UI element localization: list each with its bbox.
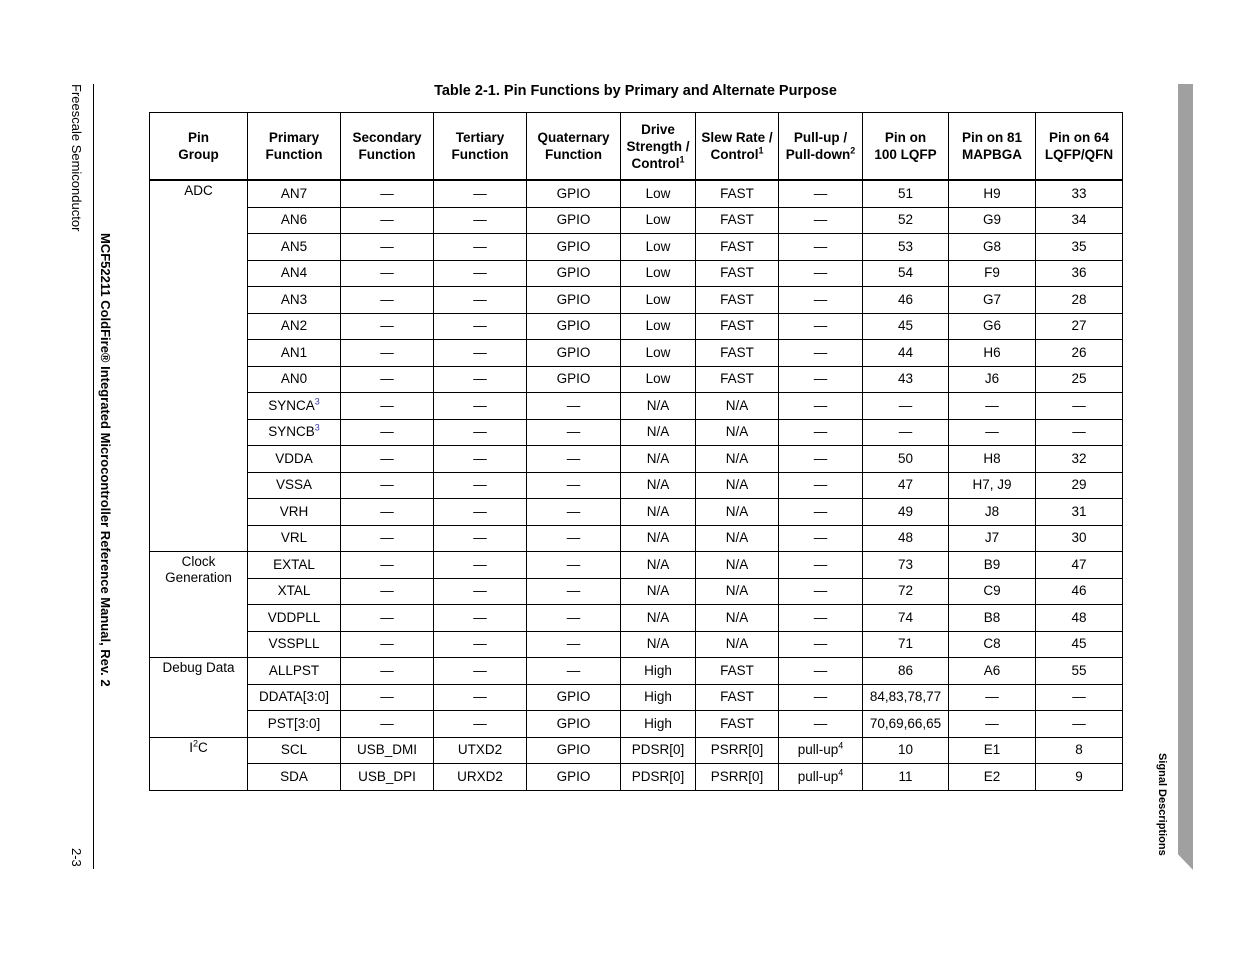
cell-pin-81-mapbga: G7 [949,287,1036,314]
cell-tertiary: — [434,658,527,685]
cell-primary-function: SYNCB$^3$ [248,419,341,446]
cell-pin-100-lqfp: — [863,393,949,420]
table-row [150,525,1123,552]
cell-pin-100-lqfp: 44 [863,340,949,367]
table-row [150,499,1123,526]
cell-slew-rate: N/A [696,605,779,632]
cell-pull-up-down: — [779,419,863,446]
cell-tertiary: — [434,578,527,605]
cell-pin-100-lqfp: 51 [863,180,949,207]
cell-quaternary: GPIO [527,260,621,287]
cell-pull-up-down: pull-$up^4$ [779,737,863,764]
cell-pin-64-lqfp-qfn: 33 [1036,180,1123,207]
table-row [150,260,1123,287]
cell-quaternary: — [527,631,621,658]
cell-pin-81-mapbga: C9 [949,578,1036,605]
cell-primary-function: AN3 [248,287,341,314]
cell-pin-100-lqfp: 49 [863,499,949,526]
table-row [150,684,1123,711]
cell-drive-strength: Low [621,260,696,287]
cell-drive-strength: High [621,684,696,711]
cell-tertiary: — [434,366,527,393]
cell-tertiary: — [434,711,527,738]
cell-secondary: — [341,393,434,420]
cell-secondary: — [341,472,434,499]
cell-quaternary: — [527,419,621,446]
cell-primary-function: VDDA [248,446,341,473]
cell-slew-rate: FAST [696,684,779,711]
cell-pin-64-lqfp-qfn: 35 [1036,234,1123,261]
cell-pull-up-down: — [779,366,863,393]
footnote-ref: 1 [679,154,685,164]
cell-primary-function: DDATA[3:0] [248,684,341,711]
header-pin-group: Pin Group [150,113,248,181]
cell-drive-strength: Low [621,180,696,207]
table-row [150,711,1123,738]
cell-primary-function: AN4 [248,260,341,287]
cell-slew-rate: N/A [696,578,779,605]
cell-secondary: — [341,287,434,314]
cell-slew-rate: N/A [696,472,779,499]
table-row [150,605,1123,632]
cell-slew-rate: FAST [696,234,779,261]
cell-tertiary: — [434,340,527,367]
cell-primary-function: ALLPST [248,658,341,685]
cell-drive-strength: Low [621,287,696,314]
cell-slew-rate: FAST [696,340,779,367]
cell-quaternary: — [527,393,621,420]
cell-pull-up-down: pull-$up^4$ [779,764,863,791]
cell-primary-function: VRH [248,499,341,526]
cell-secondary: — [341,419,434,446]
cell-slew-rate: FAST [696,260,779,287]
cell-tertiary: — [434,605,527,632]
cell-pin-64-lqfp-qfn: 29 [1036,472,1123,499]
cell-pin-64-lqfp-qfn: 45 [1036,631,1123,658]
cell-secondary: — [341,446,434,473]
cell-quaternary: — [527,605,621,632]
cell-pin-100-lqfp: 71 [863,631,949,658]
cell-primary-function: AN5 [248,234,341,261]
cell-pin-81-mapbga: B9 [949,552,1036,579]
table-title: Table 2-1. Pin Functions by Primary and Alternate Purpose [434,83,837,99]
cell-drive-strength: High [621,711,696,738]
cell-secondary: — [341,658,434,685]
cell-secondary: — [341,499,434,526]
table-row [150,340,1123,367]
table-row [150,393,1123,420]
cell-quaternary: — [527,499,621,526]
cell-pin-81-mapbga: — [949,393,1036,420]
cell-secondary: — [341,684,434,711]
cell-pin-100-lqfp: 47 [863,472,949,499]
table-row [150,419,1123,446]
cell-secondary: — [341,525,434,552]
cell-pin-81-mapbga: J6 [949,366,1036,393]
cell-pull-up-down: — [779,605,863,632]
cell-tertiary: — [434,313,527,340]
cell-quaternary: GPIO [527,207,621,234]
cell-tertiary: — [434,552,527,579]
section-label: Signal Descriptions [1156,753,1168,856]
table-body [150,180,1123,790]
cell-secondary: — [341,340,434,367]
table-row [150,366,1123,393]
cell-drive-strength: PDSR[0] [621,737,696,764]
section-tab [1178,84,1193,870]
footnote-ref: 4 [838,767,844,778]
header-pin-64-lqfp-qfn: Pin on 64 LQFP/QFN [1036,113,1123,181]
cell-pin-81-mapbga: J7 [949,525,1036,552]
table-row [150,552,1123,579]
table-row [150,313,1123,340]
cell-drive-strength: Low [621,234,696,261]
cell-pin-64-lqfp-qfn: — [1036,684,1123,711]
cell-pin-81-mapbga: F9 [949,260,1036,287]
cell-quaternary: GPIO [527,684,621,711]
table-row [150,287,1123,314]
cell-pin-81-mapbga: — [949,684,1036,711]
cell-pin-group: Debug Data [150,658,248,738]
cell-pull-up-down: — [779,658,863,685]
header-pull-up-down: Pull-up / Pull-down$^2$ [779,113,863,181]
cell-slew-rate: FAST [696,180,779,207]
cell-pin-64-lqfp-qfn: 26 [1036,340,1123,367]
cell-pin-81-mapbga: J8 [949,499,1036,526]
header-slew-rate: Slew Rate / Control$^1$ [696,113,779,181]
cell-primary-function: EXTAL [248,552,341,579]
cell-tertiary: — [434,472,527,499]
cell-drive-strength: N/A [621,578,696,605]
cell-pin-100-lqfp: 74 [863,605,949,632]
cell-pull-up-down: — [779,552,863,579]
cell-pin-64-lqfp-qfn: 25 [1036,366,1123,393]
cell-secondary: — [341,260,434,287]
cell-drive-strength: N/A [621,605,696,632]
cell-pin-100-lqfp: 54 [863,260,949,287]
cell-pin-81-mapbga: E1 [949,737,1036,764]
cell-slew-rate: N/A [696,631,779,658]
header-quaternary-function: Quaternary Function [527,113,621,181]
cell-secondary: USB_DMI [341,737,434,764]
cell-pull-up-down: — [779,446,863,473]
cell-tertiary: UTXD2 [434,737,527,764]
cell-pin-64-lqfp-qfn: 55 [1036,658,1123,685]
footnote-ref: 1 [758,145,764,156]
cell-secondary: — [341,207,434,234]
cell-quaternary: — [527,578,621,605]
cell-quaternary: GPIO [527,340,621,367]
cell-quaternary: GPIO [527,287,621,314]
cell-quaternary: GPIO [527,180,621,207]
cell-pin-64-lqfp-qfn: — [1036,393,1123,420]
cell-primary-function: AN2 [248,313,341,340]
footnote-ref[interactable]: 3 [314,422,320,433]
cell-slew-rate: FAST [696,366,779,393]
cell-quaternary: GPIO [527,313,621,340]
table-row [150,234,1123,261]
cell-drive-strength: N/A [621,472,696,499]
cell-tertiary: — [434,525,527,552]
cell-pin-64-lqfp-qfn: 8 [1036,737,1123,764]
cell-pin-100-lqfp: 73 [863,552,949,579]
cell-pin-64-lqfp-qfn: — [1036,419,1123,446]
cell-pin-100-lqfp: 11 [863,764,949,791]
table-header-row [150,113,1123,181]
cell-pull-up-down: — [779,711,863,738]
cell-primary-function: XTAL [248,578,341,605]
cell-drive-strength: Low [621,207,696,234]
cell-quaternary: — [527,552,621,579]
cell-pull-up-down: — [779,472,863,499]
cell-quaternary: GPIO [527,764,621,791]
footnote-ref: 4 [838,740,844,751]
cell-drive-strength: N/A [621,446,696,473]
cell-pin-64-lqfp-qfn: 30 [1036,525,1123,552]
cell-pin-64-lqfp-qfn: 34 [1036,207,1123,234]
cell-tertiary: — [434,419,527,446]
cell-tertiary: — [434,180,527,207]
cell-pull-up-down: — [779,684,863,711]
cell-quaternary: GPIO [527,737,621,764]
page-number: 2-3 [69,848,84,867]
cell-drive-strength: Low [621,313,696,340]
cell-pin-81-mapbga: H7, J9 [949,472,1036,499]
cell-secondary: — [341,234,434,261]
cell-pin-64-lqfp-qfn: 9 [1036,764,1123,791]
cell-pin-81-mapbga: H8 [949,446,1036,473]
cell-secondary: — [341,366,434,393]
cell-pull-up-down: — [779,234,863,261]
cell-primary-function: AN6 [248,207,341,234]
header-primary-function: Primary Function [248,113,341,181]
cell-drive-strength: Low [621,366,696,393]
cell-quaternary: — [527,525,621,552]
cell-drive-strength: PDSR[0] [621,764,696,791]
cell-primary-function: SYNCA$^3$ [248,393,341,420]
cell-secondary: — [341,313,434,340]
header-secondary-function: Secondary Function [341,113,434,181]
cell-pull-up-down: — [779,631,863,658]
cell-pin-64-lqfp-qfn: 32 [1036,446,1123,473]
cell-drive-strength: Low [621,340,696,367]
cell-primary-function: SDA [248,764,341,791]
cell-pin-100-lqfp: 10 [863,737,949,764]
cell-secondary: — [341,180,434,207]
cell-drive-strength: N/A [621,419,696,446]
manual-title: MCF52211 ColdFire® Integrated Microcontroller Reference Manual, Rev. 2 [98,233,113,687]
cell-primary-function: SCL [248,737,341,764]
header-tertiary-function: Tertiary Function [434,113,527,181]
cell-pin-64-lqfp-qfn: 36 [1036,260,1123,287]
cell-pull-up-down: — [779,393,863,420]
cell-tertiary: — [434,393,527,420]
cell-pull-up-down: — [779,578,863,605]
header-drive-strength: Drive Strength / Control$^1$ [621,113,696,181]
cell-slew-rate: N/A [696,525,779,552]
cell-secondary: — [341,578,434,605]
cell-pin-group: $I^2C$ [150,737,248,790]
cell-pin-100-lqfp: 70,69,66,65 [863,711,949,738]
cell-slew-rate: N/A [696,419,779,446]
cell-pin-100-lqfp: 43 [863,366,949,393]
cell-primary-function: VSSPLL [248,631,341,658]
table-row [150,180,1123,207]
cell-quaternary: — [527,472,621,499]
cell-pin-100-lqfp: 46 [863,287,949,314]
cell-slew-rate: FAST [696,711,779,738]
table-row [150,578,1123,605]
cell-pin-81-mapbga: G8 [949,234,1036,261]
cell-tertiary: — [434,446,527,473]
table-row [150,658,1123,685]
header-pin-100-lqfp: Pin on 100 LQFP [863,113,949,181]
header-pin-81-mapbga: Pin on 81 MAPBGA [949,113,1036,181]
cell-tertiary: — [434,631,527,658]
cell-slew-rate: FAST [696,207,779,234]
cell-slew-rate: N/A [696,499,779,526]
margin-rule [93,84,94,869]
cell-pin-81-mapbga: H6 [949,340,1036,367]
cell-pull-up-down: — [779,180,863,207]
cell-pin-100-lqfp: 48 [863,525,949,552]
footnote-ref: 2 [850,145,856,156]
cell-pin-100-lqfp: — [863,419,949,446]
cell-tertiary: — [434,499,527,526]
cell-pin-group: Clock Generation [150,552,248,658]
cell-primary-function: AN7 [248,180,341,207]
cell-slew-rate: PSRR[0] [696,737,779,764]
table-row [150,737,1123,764]
cell-slew-rate: FAST [696,287,779,314]
cell-pin-100-lqfp: 45 [863,313,949,340]
cell-slew-rate: PSRR[0] [696,764,779,791]
cell-drive-strength: N/A [621,631,696,658]
cell-pin-100-lqfp: 50 [863,446,949,473]
cell-drive-strength: N/A [621,393,696,420]
cell-pin-81-mapbga: — [949,419,1036,446]
cell-tertiary: — [434,684,527,711]
cell-pin-81-mapbga: B8 [949,605,1036,632]
cell-secondary: USB_DPI [341,764,434,791]
cell-slew-rate: FAST [696,658,779,685]
cell-pull-up-down: — [779,499,863,526]
cell-quaternary: GPIO [527,234,621,261]
cell-slew-rate: N/A [696,446,779,473]
cell-secondary: — [341,605,434,632]
cell-slew-rate: FAST [696,313,779,340]
cell-pin-81-mapbga: G6 [949,313,1036,340]
cell-secondary: — [341,711,434,738]
cell-pin-81-mapbga: — [949,711,1036,738]
cell-pin-81-mapbga: E2 [949,764,1036,791]
table-row [150,446,1123,473]
table-row [150,207,1123,234]
cell-drive-strength: N/A [621,552,696,579]
cell-quaternary: GPIO [527,366,621,393]
cell-quaternary: — [527,446,621,473]
cell-tertiary: — [434,260,527,287]
cell-primary-function: VRL [248,525,341,552]
cell-pin-64-lqfp-qfn: 46 [1036,578,1123,605]
cell-pin-81-mapbga: C8 [949,631,1036,658]
cell-drive-strength: N/A [621,525,696,552]
table-row [150,472,1123,499]
cell-drive-strength: High [621,658,696,685]
cell-quaternary: GPIO [527,711,621,738]
cell-primary-function: AN0 [248,366,341,393]
table-row [150,631,1123,658]
cell-pin-100-lqfp: 72 [863,578,949,605]
cell-pin-81-mapbga: G9 [949,207,1036,234]
cell-primary-function: VDDPLL [248,605,341,632]
cell-pin-81-mapbga: H9 [949,180,1036,207]
cell-pin-64-lqfp-qfn: 31 [1036,499,1123,526]
cell-secondary: — [341,552,434,579]
cell-drive-strength: N/A [621,499,696,526]
cell-tertiary: — [434,234,527,261]
cell-slew-rate: N/A [696,552,779,579]
cell-primary-function: PST[3:0] [248,711,341,738]
cell-pin-81-mapbga: A6 [949,658,1036,685]
cell-pull-up-down: — [779,207,863,234]
cell-pin-100-lqfp: 53 [863,234,949,261]
cell-pin-100-lqfp: 86 [863,658,949,685]
cell-tertiary: — [434,287,527,314]
cell-pin-64-lqfp-qfn: 27 [1036,313,1123,340]
cell-tertiary: URXD2 [434,764,527,791]
cell-pin-64-lqfp-qfn: 48 [1036,605,1123,632]
cell-tertiary: — [434,207,527,234]
cell-primary-function: VSSA [248,472,341,499]
cell-pin-group: ADC [150,180,248,552]
cell-pull-up-down: — [779,525,863,552]
cell-pull-up-down: — [779,340,863,367]
cell-pin-100-lqfp: 52 [863,207,949,234]
pin-functions-table [149,112,1123,791]
cell-slew-rate: N/A [696,393,779,420]
cell-pin-100-lqfp: 84,83,78,77 [863,684,949,711]
cell-pin-64-lqfp-qfn: 47 [1036,552,1123,579]
cell-pull-up-down: — [779,287,863,314]
cell-pin-64-lqfp-qfn: 28 [1036,287,1123,314]
publisher-name: Freescale Semiconductor [69,84,84,232]
cell-secondary: — [341,631,434,658]
table-row [150,764,1123,791]
footnote-ref[interactable]: 3 [314,396,320,407]
cell-pull-up-down: — [779,260,863,287]
cell-pin-64-lqfp-qfn: — [1036,711,1123,738]
cell-pull-up-down: — [779,313,863,340]
cell-quaternary: — [527,658,621,685]
cell-primary-function: AN1 [248,340,341,367]
